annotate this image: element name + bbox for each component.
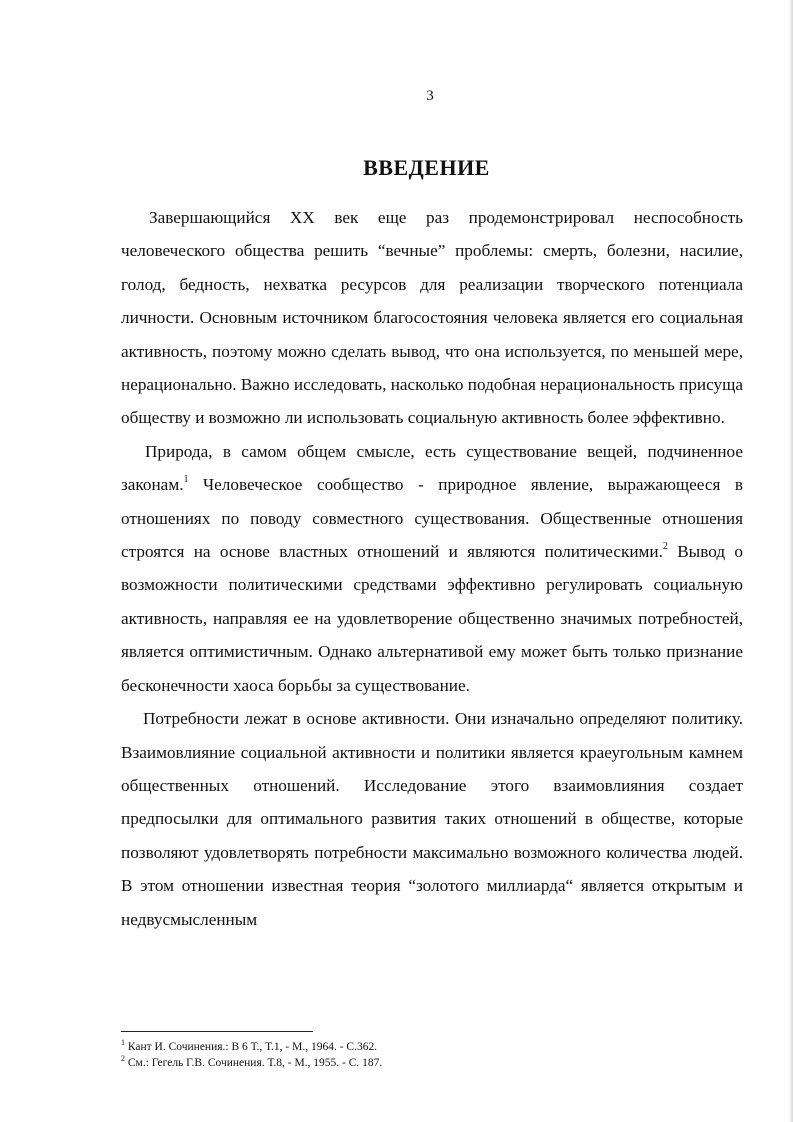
footnote-2 <box>121 1055 721 1071</box>
scan-edge-shadow <box>789 0 793 1122</box>
footnote-2-text: См.: Гегель Г.В. Сочинения. Т.8, - М., 1955. - С. 187. <box>125 1057 383 1069</box>
paragraph-2-part-c: Вывод о возможности политическими средствами эффективно регулировать социальную активность, направляя ее на удовлетворение общественно значимых потребностей, является оптимистичным. Однако альтернативой ему может быть только признание бесконечности хаоса борьбы за существование. <box>121 542 743 695</box>
footnote-ref-2: 2 <box>662 541 668 553</box>
paragraph-3: Потребности лежат в основе активности. Они изначально определяют политику. Взаимовлияние социальной активности и политики является краеугольным камнем общественных отношений. Исследование этого взаимовлияния создает предпосылки для оптимального развития таких отношений в обществе, которые позволяют удовлетворять потребности максимально возможного количества людей. В этом отношении известная теория “золотого миллиарда“ является открытым и недвусмысленным <box>121 709 743 929</box>
paragraph-2-part-a: Природа, в самом общем смысле, есть существование вещей, подчиненное законам. <box>121 441 743 495</box>
paragraph-2 <box>121 435 743 702</box>
footnotes <box>121 1039 721 1071</box>
paragraph-2-part-b: Человеческое сообщество - природное явление, выражающееся в отношениях по поводу совместного существования. Общественные отношения строятся на основе властных отношений и являются политическими. <box>121 475 743 562</box>
footnote-ref-1: 1 <box>183 474 189 486</box>
body-text <box>121 201 743 936</box>
footnote-1-mark: 1 <box>121 1038 125 1047</box>
footnote-1 <box>121 1039 721 1055</box>
footnote-1-text: Кант И. Сочинения.: В 6 Т., Т.1, - М., 1964. - С.362. <box>125 1041 378 1053</box>
footnote-2-mark: 2 <box>121 1054 125 1063</box>
paragraph-1: Завершающийся XX век еще раз продемонстрировал неспособность человеческого общества решить “вечные” проблемы: смерть, болезни, насилие, голод, бедность, нехватка ресурсов для реализации творческого потенциала личности. Основным источником благосостояния человека является его социальная активность, поэтому можно сделать вывод, что она используется, по меньшей мере, нерационально. Важно исследовать, насколько подобная нерациональность присуща обществу и возможно ли использовать социальную активность более эффективно. <box>121 208 743 428</box>
page-number: 3 <box>426 88 434 104</box>
footnote-divider <box>121 1031 313 1032</box>
section-title: ВВЕДЕНИЕ <box>363 155 490 180</box>
